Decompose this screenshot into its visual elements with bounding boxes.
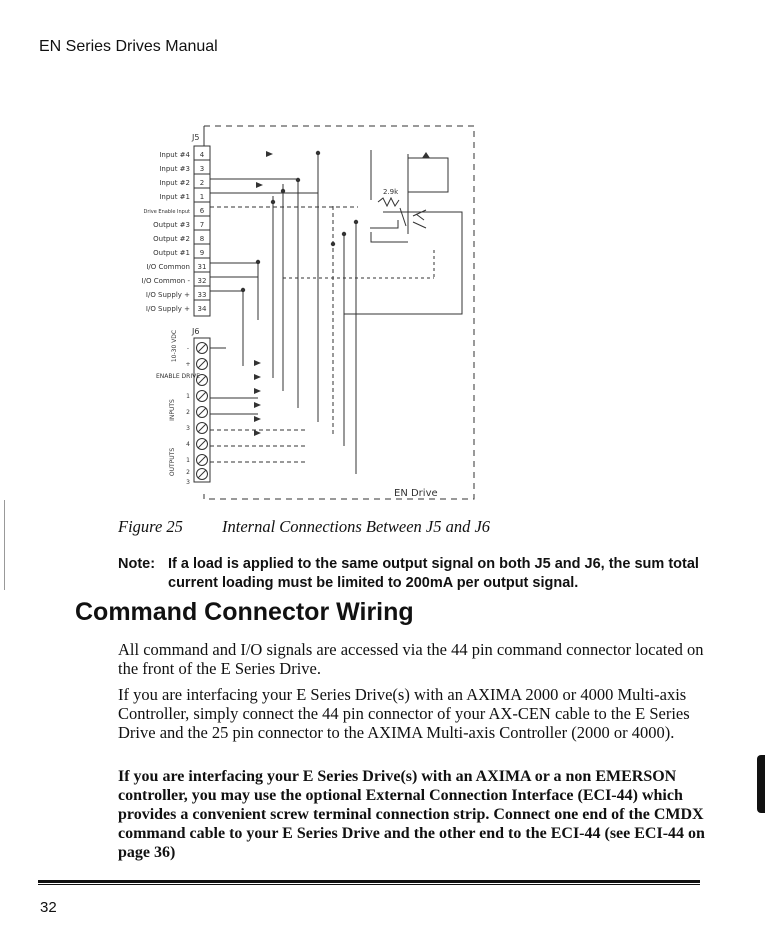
j6-side-mark: - <box>186 345 190 352</box>
j5-signal-label: Output #2 <box>153 235 190 243</box>
j6-side-mark: + <box>185 361 191 368</box>
j6-group-label: 10-30 VDC <box>171 329 178 363</box>
paragraph: If you are interfacing your E Series Drive(s) with an AXIMA 2000 or 4000 Multi-axis Controller, simply connect the 44 pin connector of your AX-CEN cable to the E Series Drive and the 25 pin connector to the AXIMA Multi-axis Controller (2000 or 4000). <box>118 685 690 742</box>
j6-side-mark: 1 <box>186 457 190 464</box>
j5-pin-number: 7 <box>199 221 205 229</box>
j6-side-mark: 4 <box>186 441 190 448</box>
j5-signal-label: Input #2 <box>159 179 190 187</box>
j5-signal-label: I/O Common - <box>141 277 190 285</box>
j6-group-label: OUTPUTS <box>169 447 176 477</box>
paragraph: If you are interfacing your E Series Drive(s) with an AXIMA or a non EMERSON controller, you may use the optional External Connection Interface (ECI-44) which provides a convenient screw terminal connection strip. Connect one end of the CMDX command cable to your E Series Drive and the other end to the ECI-44 (see ECI-44 on page 36) <box>118 768 705 861</box>
j5-signal-label: I/O Common <box>146 263 190 271</box>
drive-label: EN Drive <box>394 488 438 499</box>
j5-signal-label: Output #3 <box>153 221 190 229</box>
paragraph: All command and I/O signals are accessed via the 44 pin command connector located on the front of the E Series Drive. <box>118 640 704 678</box>
j6-side-mark: 3 <box>186 425 190 432</box>
j6-group-label: ENABLE DRIVE <box>156 373 200 380</box>
j6-side-mark: 3 <box>186 479 190 486</box>
j5-label: J5 <box>192 133 200 142</box>
note-text: If a load is applied to the same output signal on both J5 and J6, the sum total current loading must be limited to 200mA per output signal. <box>168 556 699 591</box>
scan-edge-mark <box>757 755 765 813</box>
figure-title: Internal Connections Between J5 and J6 <box>222 517 491 536</box>
scan-margin-line <box>4 500 5 590</box>
figure-number: Figure 25 <box>118 517 183 536</box>
j5-pin-number: 34 <box>197 305 207 313</box>
j5-signal-label: Input #1 <box>159 193 190 201</box>
resistor-label: 2.9k <box>383 188 399 196</box>
j5-pin-number: 33 <box>197 291 207 299</box>
j5-pin-number: 32 <box>197 277 207 285</box>
j5-pin-number: 9 <box>199 249 205 257</box>
page-number: 32 <box>40 899 57 916</box>
figure-caption <box>118 517 490 537</box>
footer-rule <box>38 880 700 883</box>
j5-signal-label: I/O Supply + <box>145 291 190 299</box>
j5-pin-number: 31 <box>197 263 207 271</box>
j5-pin-number: 4 <box>199 151 205 159</box>
j6-group-label: INPUTS <box>169 399 176 421</box>
j5-pin-number: 8 <box>199 235 205 243</box>
j5-pin-number: 2 <box>199 179 205 187</box>
j6-side-mark: 1 <box>186 393 190 400</box>
section-heading: Command Connector Wiring <box>75 598 414 626</box>
j5-pin-number: 1 <box>199 193 205 201</box>
page-header: EN Series Drives Manual <box>39 38 218 55</box>
internal-connections-diagram <box>108 116 488 512</box>
j6-side-mark: 2 <box>186 469 190 476</box>
j6-side-mark: 2 <box>186 409 190 416</box>
j6-label: J6 <box>192 327 200 336</box>
j5-signal-label: Input #4 <box>159 151 190 159</box>
footer-rule-thin <box>38 884 700 885</box>
j5-signal-label: Output #1 <box>153 249 190 257</box>
j5-pin-number: 3 <box>199 165 205 173</box>
note-label: Note: <box>118 556 156 572</box>
j5-signal-label: Input #3 <box>159 165 190 173</box>
note-block <box>118 555 718 593</box>
j5-signal-label: Drive Enable Input <box>143 209 190 215</box>
j5-signal-label: I/O Supply + <box>145 305 190 313</box>
j5-pin-number: 6 <box>199 207 205 215</box>
